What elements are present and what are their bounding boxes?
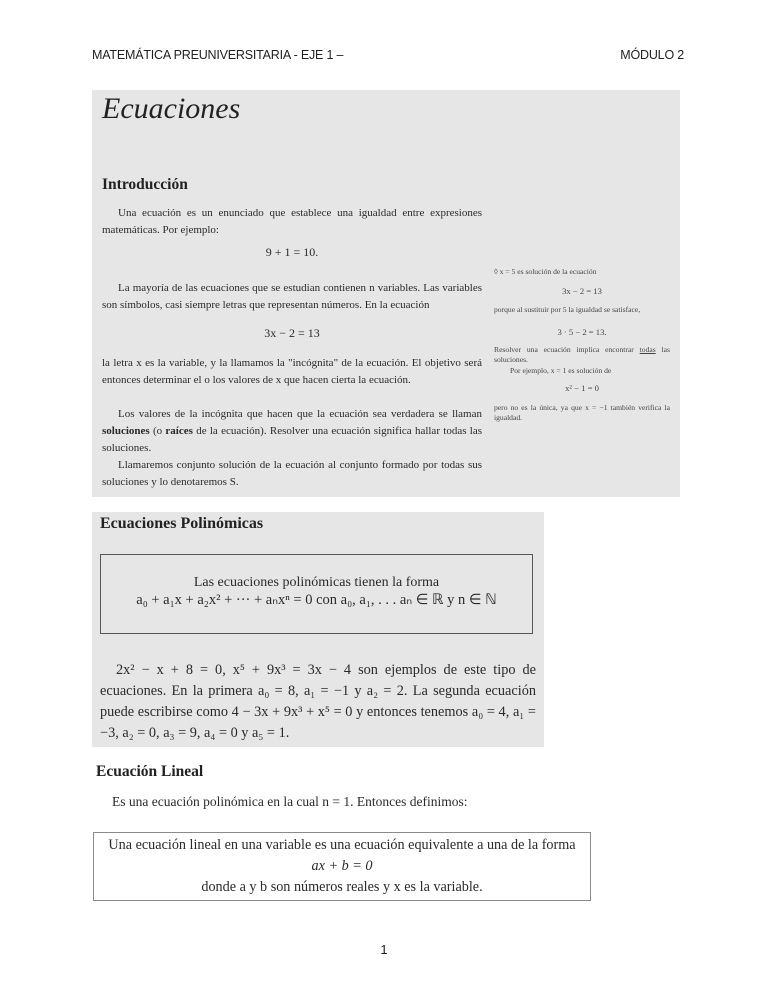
term-soluciones: soluciones [102,425,150,437]
sidenote-equation-1: 3x − 2 = 13 [562,286,602,296]
term-raices: raíces [165,425,193,437]
page-number: 1 [380,942,388,957]
header-right: MÓDULO 2 [620,48,684,62]
linear-definition-line-1: Una ecuación lineal en una variable es una ecuación equivalente a una de la forma [108,837,576,853]
intro-heading: Introducción [102,176,188,193]
intro-paragraph-2: La mayoría de las ecuaciones que se estudian contienen n variables. Las variables son símbolos, casi siempre letras que representan números. En la ecuación [102,282,482,311]
example-equation-2: 3x − 2 = 13 [264,326,320,340]
linear-definition-box [93,832,591,901]
sidenote-2: porque al sustituir por 5 la igualdad se satisface, [494,305,641,314]
p4-text: de la ecuación). Resolver una ecuación significa hallar todas las soluciones. [102,425,482,454]
intro-section [92,90,680,497]
p4-text: (o [149,425,166,437]
linear-intro: Es una ecuación polinómica en la cual n = 1. Entonces definimos: [112,794,468,809]
intro-paragraph-4 [102,406,482,457]
sidenote-3 [494,345,670,365]
intro-paragraph-3: la letra x es la variable, y la llamamos la "incógnita" de la ecuación. El objetivo será entonces determinar el o los valores de x que hacen cierta la ecuación. [102,357,482,386]
linear-definition-formula: ax + b = 0 [311,858,373,874]
sidenote-equation-3: x² − 1 = 0 [565,383,599,393]
intro-paragraph-1: Una ecuación es un enunciado que establece una igualdad entre expresiones matemáticas. Por ejemplo: [102,207,482,236]
polynomial-section [92,512,544,747]
sidenote-3-text: las soluciones. [494,345,670,364]
sidenote-3-underlined: todas [639,345,656,354]
linear-definition-line-3: donde a y b son números reales y x es la variable. [201,879,483,895]
polynomial-heading: Ecuaciones Polinómicas [100,515,264,532]
polynomial-definition-line-1: Las ecuaciones polinómicas tienen la forma [193,575,440,590]
page-title: Ecuaciones [102,92,241,125]
header-left: MATEMÁTICA PREUNIVERSITARIA - EJE 1 – [92,48,344,62]
sidenote-4: Por ejemplo, x = 1 es solución de [510,366,612,375]
polynomial-definition-formula: a₀ + a₁x + a₂x² + ··· + aₙxⁿ = 0 con a₀, a₁, . . . aₙ ∈ ℝ y n ∈ ℕ [136,592,497,608]
linear-heading: Ecuación Lineal [96,763,204,780]
sidenote-3-text: Resolver una ecuación implica encontrar [494,345,634,354]
p4-text: Los valores de la incógnita que hacen que la ecuación sea verdadera se llaman [118,408,482,420]
polynomial-examples-paragraph: 2x² − x + 8 = 0, x⁵ + 9x³ = 3x − 4 son ejemplos de este tipo de ecuaciones. En la primera a₀ = 8, a₁ = −1 y a₂ = 2. La segunda ecuación puede escribirse como 4 − 3x + 9x³ + x⁵ = 0 y entonces tenemos a₀ = 4, a₁ = −3, a₂ = 0, a₃ = 9, a₄ = 0 y a₅ = 1. [100,662,536,741]
sidenote-5: pero no es la única, ya que x = −1 también verifica la igualdad. [494,403,670,422]
sidenote-1: ◊ x = 5 es solución de la ecuación [494,267,597,276]
sidenote-equation-2: 3 · 5 − 2 = 13. [557,327,607,337]
example-equation-1: 9 + 1 = 10. [265,245,319,259]
intro-paragraph-5: Llamaremos conjunto solución de la ecuación al conjunto formado por todas sus soluciones y lo denotaremos S. [102,459,482,488]
polynomial-definition-box [100,554,533,634]
